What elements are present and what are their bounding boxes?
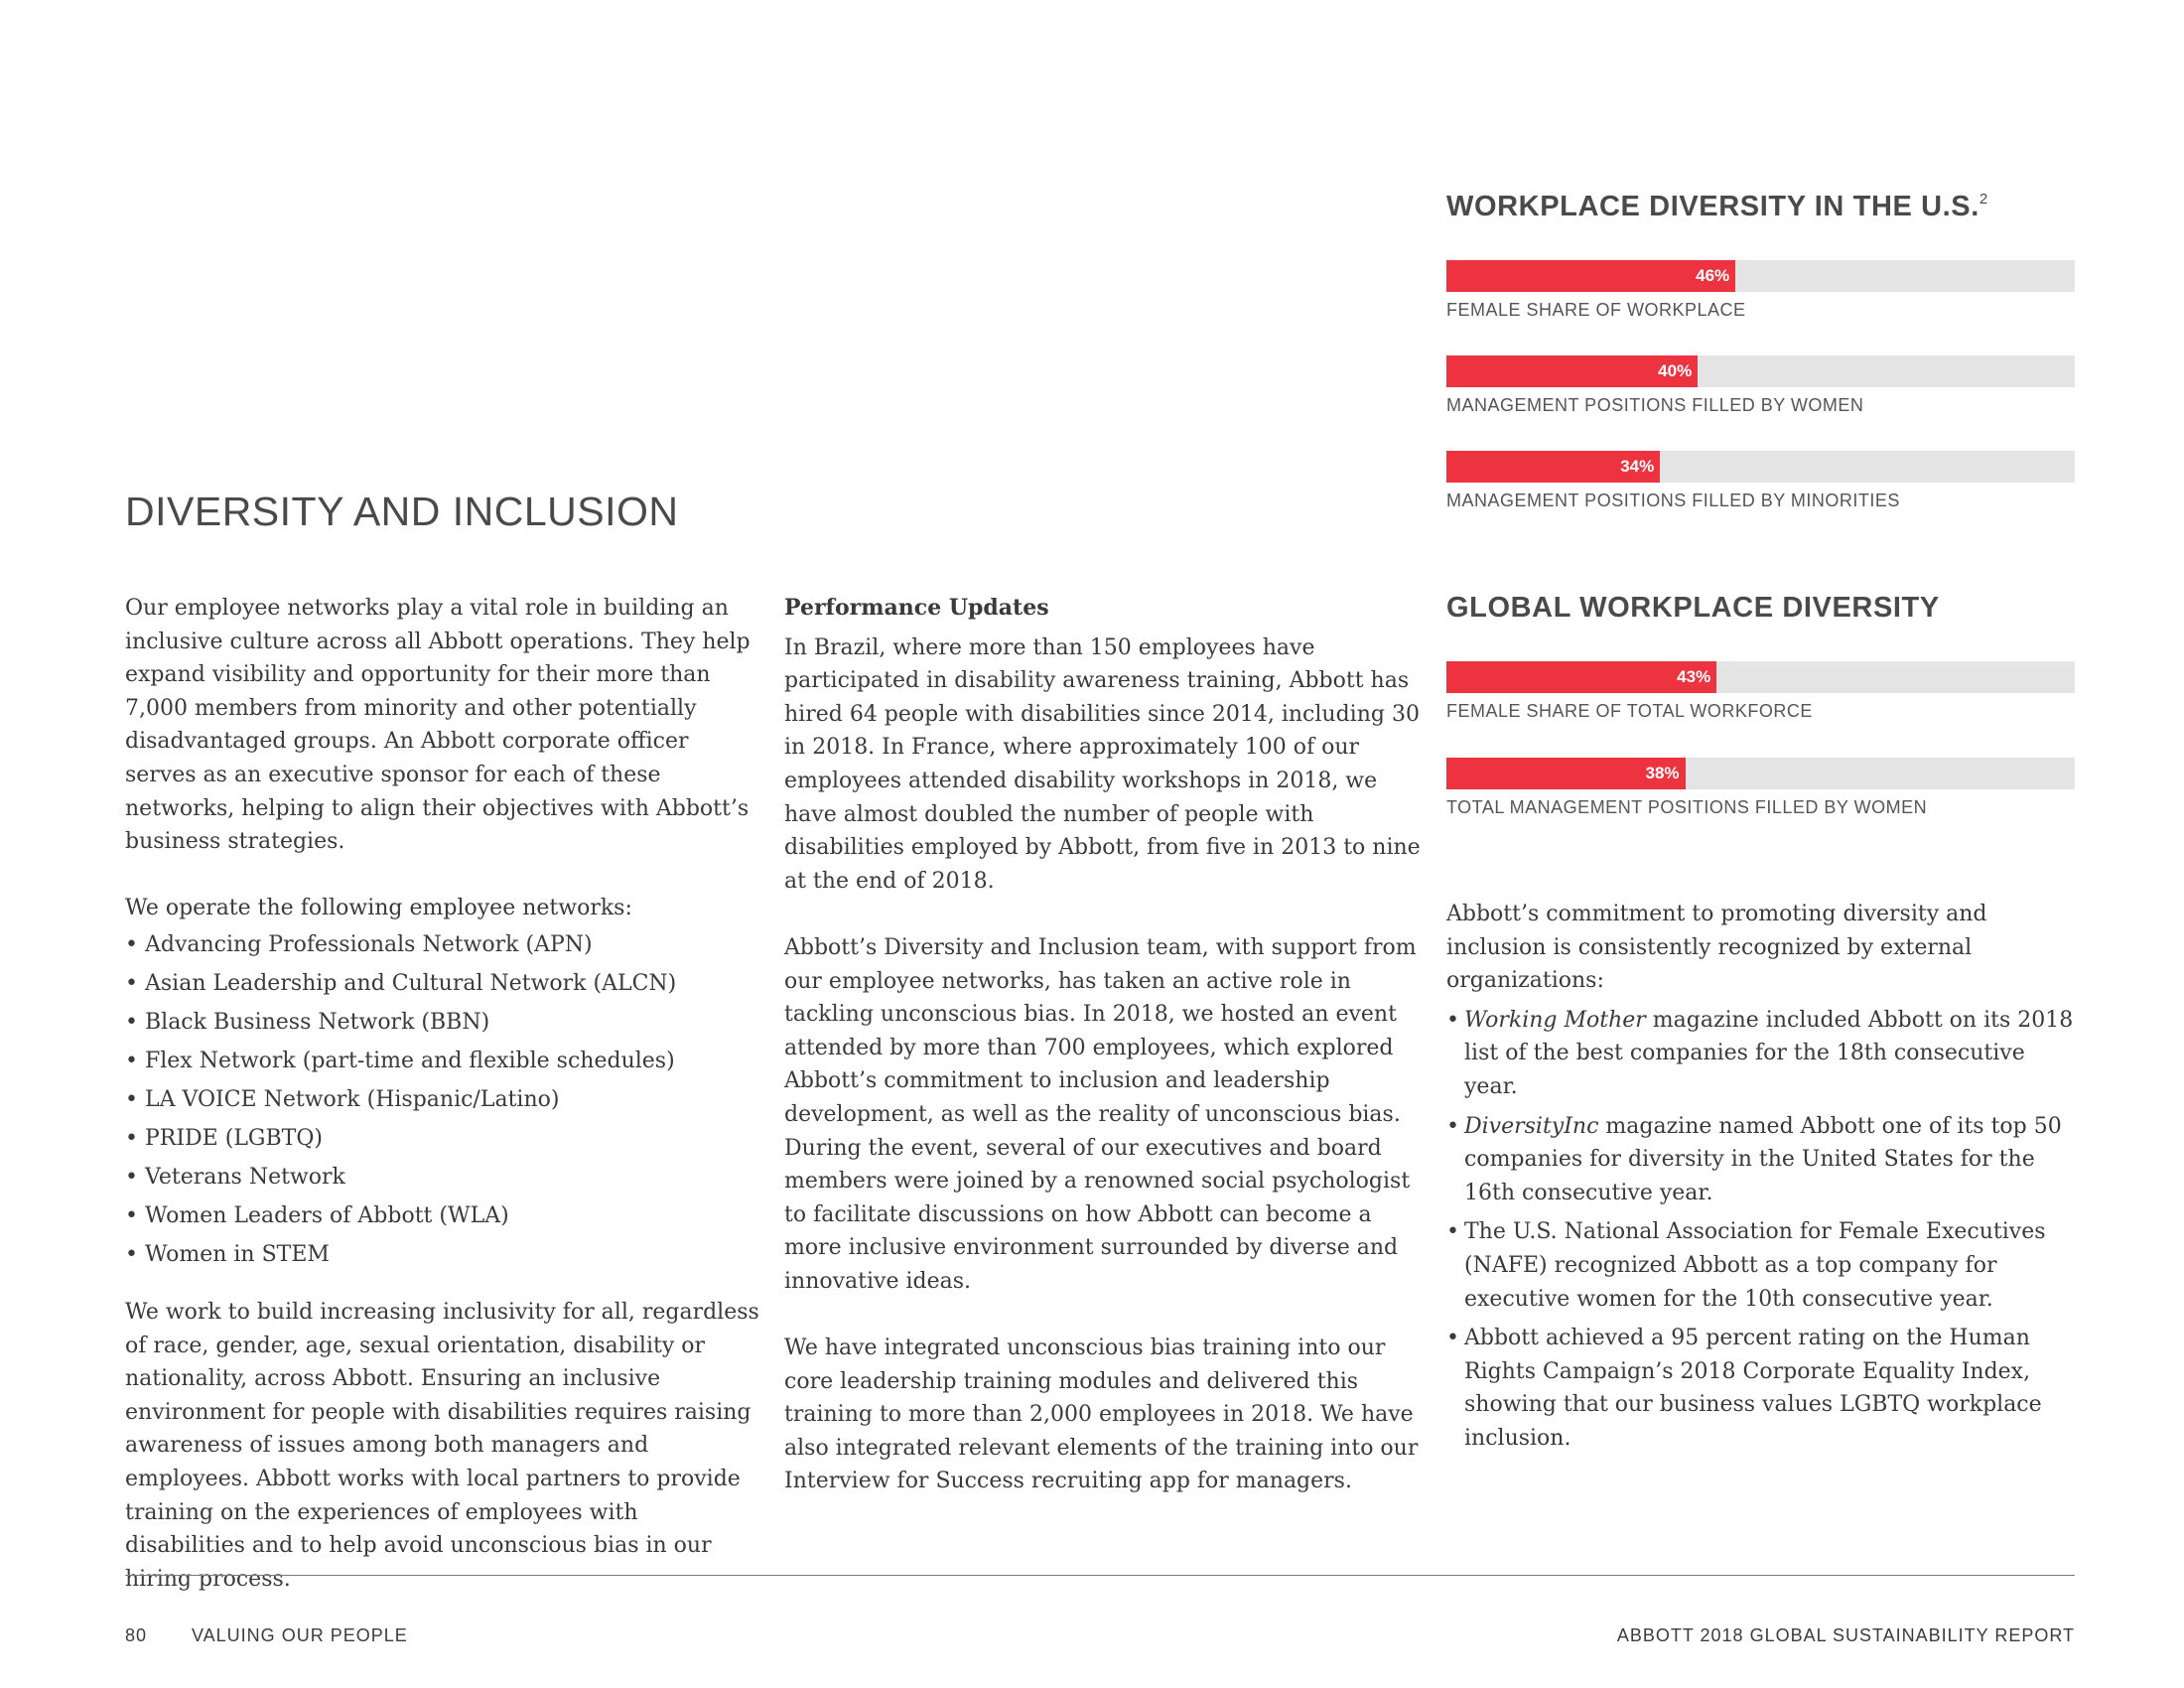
list-item: • Veterans Network bbox=[125, 1158, 760, 1196]
bar-value-label: 38% bbox=[1645, 764, 1680, 782]
list-item: • Advancing Professionals Network (APN) bbox=[125, 925, 760, 964]
bar-track bbox=[1446, 355, 2075, 387]
bar-fill bbox=[1446, 661, 1716, 693]
bar-category-label: FEMALE SHARE OF WORKPLACE bbox=[1446, 300, 1746, 320]
list-item: • Black Business Network (BBN) bbox=[125, 1003, 760, 1042]
recognition-list bbox=[1446, 1004, 2082, 1456]
list-item-text: Abbott achieved a 95 percent rating on the Human Rights Campaign’s 2018 Corporate Equality Index, showing that our business values LGBTQ workplace inclusion. bbox=[1464, 1326, 2042, 1451]
list-item: • Women in STEM bbox=[125, 1235, 760, 1274]
list-item-text: magazine included Abbott on its 2018 list of the best companies for the 18th consecutive year. bbox=[1464, 1007, 2074, 1099]
column-right bbox=[1446, 898, 2082, 1462]
bar-fill bbox=[1446, 355, 1698, 387]
bar-management-women bbox=[1446, 355, 2075, 416]
list-item bbox=[1446, 1215, 2082, 1316]
bar-track bbox=[1446, 758, 2075, 789]
list-item: • PRIDE (LGBTQ) bbox=[125, 1119, 760, 1158]
performance-updates-heading: Performance Updates bbox=[784, 595, 1049, 621]
column-middle bbox=[784, 592, 1430, 1498]
bar-value-label: 40% bbox=[1658, 361, 1693, 380]
page-title: DIVERSITY AND INCLUSION bbox=[125, 489, 679, 534]
intro-paragraph: Our employee networks play a vital role in building an inclusive culture across all Abbott operations. They help expand visibility and opportunity for their more than 7,000 members from minority and other potentially disadvantaged groups. An Abbott corporate officer serves as an executive sponsor for each of these networks, helping to align their objectives with Abbott’s business strategies. bbox=[125, 596, 751, 855]
list-item bbox=[1446, 1004, 2082, 1104]
bar-management-minorities bbox=[1446, 451, 2075, 511]
bar-female-share-workplace bbox=[1446, 260, 2075, 321]
bar-track bbox=[1446, 451, 2075, 483]
training-paragraph: We have integrated unconscious bias training into our core leadership training modules and delivered this training to more than 2,000 employees in 2018. We have also integrated relevant elements of the training into our Interview for Success recruiting app for managers. bbox=[784, 1336, 1419, 1494]
bar-category-label: FEMALE SHARE OF TOTAL WORKFORCE bbox=[1446, 701, 1813, 721]
bar-female-share-total-workforce bbox=[1446, 661, 2075, 722]
bar-fill bbox=[1446, 451, 1660, 483]
list-item bbox=[1446, 1322, 2082, 1455]
list-item: • Asian Leadership and Cultural Network (ALCN) bbox=[125, 964, 760, 1003]
bar-track bbox=[1446, 661, 2075, 693]
footer-report-title: ABBOTT 2018 GLOBAL SUSTAINABILITY REPORT bbox=[1616, 1625, 2075, 1645]
page-number: 80 bbox=[125, 1625, 148, 1645]
network-list-intro: We operate the following employee networks: bbox=[125, 896, 632, 921]
us-diversity-chart-title: WORKPLACE DIVERSITY IN THE U.S.$^2$ bbox=[1446, 191, 1988, 222]
bar-category-label: MANAGEMENT POSITIONS FILLED BY WOMEN bbox=[1446, 395, 1864, 415]
bar-value-label: 46% bbox=[1696, 266, 1730, 285]
list-item: • Flex Network (part-time and flexible schedules) bbox=[125, 1042, 760, 1080]
list-item: • LA VOICE Network (Hispanic/Latino) bbox=[125, 1080, 760, 1119]
bar-total-management-women bbox=[1446, 758, 2075, 818]
list-item bbox=[1446, 1110, 2082, 1210]
column-left bbox=[125, 592, 760, 1596]
publication-name: DiversityInc bbox=[1464, 1113, 1599, 1139]
recognition-intro: Abbott’s commitment to promoting diversity and inclusion is consistently recognized by external organizations: bbox=[1446, 902, 1987, 994]
list-item-text: The U.S. National Association for Female Executives (NAFE) recognized Abbott as a top company for executive women for the 10th consecutive year. bbox=[1464, 1219, 2046, 1312]
unconscious-bias-paragraph: Abbott’s Diversity and Inclusion team, with support from our employee networks, has taken an active role in tackling unconscious bias. In 2018, we hosted an event attended by more than 700 employees, which explored Abbott’s commitment to inclusion and leadership development, as well as the reality of unconscious bias. During the event, several of our executives and board members were joined by a renowned social psychologist to facilitate discussions on how Abbott can become a more inclusive environment surrounded by diverse and innovative ideas. bbox=[784, 934, 1417, 1294]
network-list bbox=[125, 925, 760, 1274]
bar-value-label: 43% bbox=[1677, 667, 1711, 686]
brazil-france-paragraph: In Brazil, where more than 150 employees have participated in disability awareness training, Abbott has hired 64 people with disabilities since 2014, including 30 in 2018. In France, where approximately 100 of our employees attended disability workshops in 2018, we have almost doubled the number of people with disabilities employed by Abbott, from five in 2013 to nine at the end of 2018. bbox=[784, 634, 1421, 894]
bar-fill bbox=[1446, 260, 1735, 292]
list-item: • Women Leaders of Abbott (WLA) bbox=[125, 1196, 760, 1235]
bar-track bbox=[1446, 260, 2075, 292]
list-item-text: magazine named Abbott one of its top 50 companies for diversity in the United States for the 16th consecutive year. bbox=[1464, 1113, 2062, 1205]
bar-category-label: MANAGEMENT POSITIONS FILLED BY MINORITIES bbox=[1446, 491, 1900, 510]
footer-section-name: VALUING OUR PEOPLE bbox=[192, 1625, 408, 1645]
publication-name: Working Mother bbox=[1464, 1007, 1646, 1033]
inclusivity-paragraph: We work to build increasing inclusivity for all, regardless of race, gender, age, sexual orientation, disability or nationality, across Abbott. Ensuring an inclusive environment for people with disabilities requires raising awareness of issues among both managers and employees. Abbott works with local partners to provide training on the experiences of employees with disabilities and to help avoid unconscious bias in our hiring process. bbox=[125, 1299, 759, 1592]
footer-divider bbox=[125, 1575, 2075, 1576]
global-diversity-chart-title: GLOBAL WORKPLACE DIVERSITY bbox=[1446, 592, 1940, 624]
bar-category-label: TOTAL MANAGEMENT POSITIONS FILLED BY WOMEN bbox=[1446, 797, 1928, 817]
bar-fill bbox=[1446, 758, 1686, 789]
bar-value-label: 34% bbox=[1620, 457, 1655, 476]
